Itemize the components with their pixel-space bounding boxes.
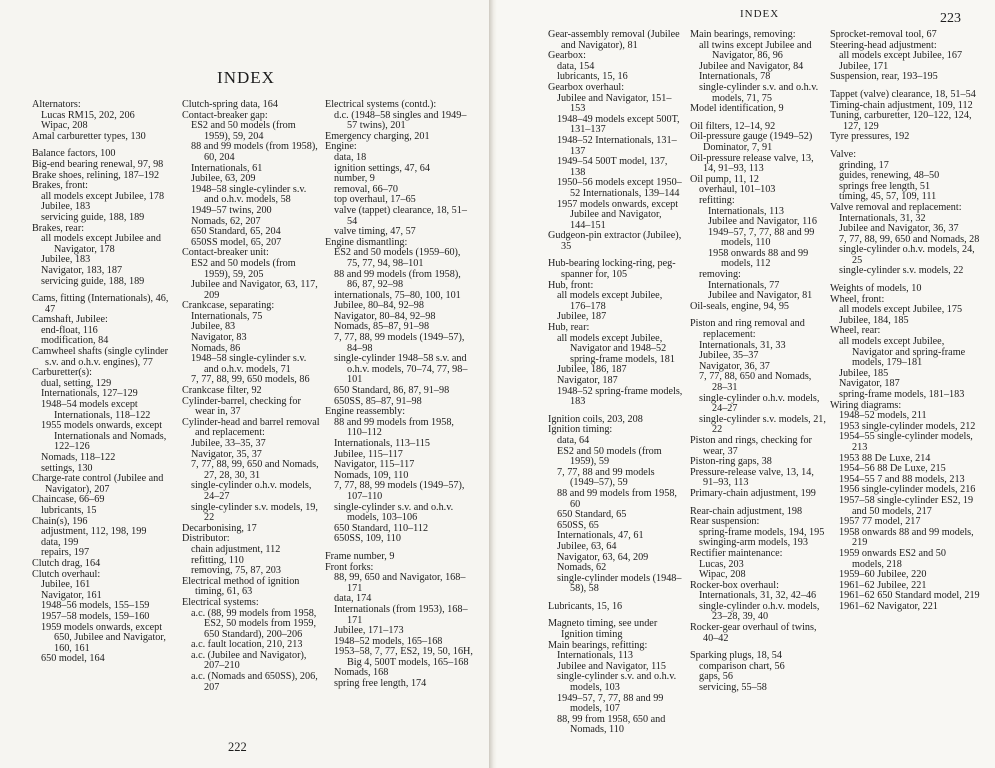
index-subentry: Internationals, 31, 32	[839, 212, 926, 224]
index-subentry: Jubilee and Navigator, 116	[708, 216, 817, 228]
index-subentry: Navigator, 80–84, 92–98	[334, 310, 436, 322]
index-entry: Wheel, rear:	[830, 325, 881, 337]
index-entry: Steering-head adjustment:	[830, 39, 937, 51]
index-entry: Contact-breaker unit:	[182, 247, 269, 259]
index-subentry: Jubilee and Navigator, 81	[708, 290, 813, 302]
index-entry: Clutch overhaul:	[32, 568, 101, 580]
index-subentry: Jubilee, 186, 187	[557, 364, 627, 376]
index-entry: Amal carburetter types, 130	[32, 130, 146, 142]
index-subentry: Jubilee, 184, 185	[839, 314, 909, 326]
index-entry: Oil-seals, engine, 94, 95	[690, 300, 790, 312]
index-subentry: Wipac, 208	[699, 569, 746, 581]
index-subentry: all models except Jubilee, Navigator and 1948–52 spring-frame models, 181	[557, 332, 675, 365]
index-entry: Wiring diagrams:	[830, 399, 902, 411]
index-subentry: Navigator, 83	[191, 332, 247, 344]
index-subentry: Nomads, 62	[557, 562, 607, 574]
index-subentry: Navigator, 161	[41, 589, 102, 601]
index-subentry: 1948–52 spring-frame models, 183	[557, 385, 683, 408]
index-subentry: removing, 75, 87, 203	[191, 565, 281, 577]
index-subentry: single-cylinder o.h.v. models, 23–28, 39, 40	[699, 600, 820, 623]
index-subentry: Jubilee, 63, 64	[557, 540, 617, 552]
index-entry: Oil-pressure gauge (1949–52) Dominator, 7, 91	[690, 131, 813, 153]
index-subentry: chain adjustment, 112	[191, 543, 281, 555]
index-entry: Oil filters, 12–14, 92	[690, 120, 776, 132]
index-entry: Big-end bearing renewal, 97, 98	[32, 158, 164, 170]
page-title: INDEX	[217, 68, 275, 87]
index-subentry: single-cylinder s.v. models, 22	[839, 265, 964, 277]
index-subentry: lubricants, 15, 16	[557, 71, 628, 83]
index-subentry: guides, renewing, 48–50	[839, 170, 940, 182]
index-entry: Carburetter(s):	[32, 367, 92, 379]
index-subentry: 1948–52 Internationals, 131–137	[557, 134, 677, 157]
index-column-6	[830, 30, 980, 720]
index-entry: Cylinder-barrel, checking for wear in, 37	[182, 395, 301, 418]
index-entry: Clutch drag, 164	[32, 557, 101, 569]
index-subentry: servicing guide, 188, 189	[41, 211, 145, 223]
index-subentry: 1959–60 Jubilee, 220	[839, 569, 927, 581]
index-entry: Tappet (valve) clearance, 18, 51–54	[830, 88, 976, 100]
index-subentry: 650 Standard, 65	[557, 509, 627, 521]
index-entry: Sparking plugs, 18, 54	[690, 650, 782, 662]
index-subentry: Internationals, 77	[708, 279, 780, 291]
index-subentry: Internationals, 113–115	[334, 438, 431, 449]
index-subentry: Internationals, 127–129	[41, 388, 138, 400]
index-subentry: data, 174	[334, 593, 372, 605]
index-entry: Camwheel shafts (single cylinder s.v. and o.h.v. engines), 77	[32, 346, 169, 368]
index-subentry: data, 154	[557, 60, 595, 72]
index-subentry: timing, 45, 57, 109, 111	[839, 191, 937, 203]
index-subentry: 88, 99 from 1958, 650 and Nomads, 110	[557, 713, 666, 736]
index-subentry: 1948–58 single-cylinder s.v. and o.h.v. models, 58	[191, 183, 307, 206]
index-subentry: 7, 77, 88 and 99 models (1949–57), 59	[557, 466, 655, 489]
index-entry: Oil pump, 11, 12	[690, 173, 759, 185]
index-entry: Charge-rate control (Jubilee and Navigator), 207	[32, 473, 164, 495]
index-subentry: valve (tappet) clearance, 18, 51–54	[334, 204, 467, 227]
index-subentry: spring-frame models, 181–183	[839, 389, 965, 400]
index-subentry: Jubilee, 83	[191, 321, 236, 333]
index-subentry: Jubilee, 115–117	[334, 448, 403, 460]
page-number-left: 222	[228, 740, 247, 754]
index-subentry: d.c. (1948–58 singles and 1949–57 twins), 201	[334, 109, 467, 132]
index-entry: Model identification, 9	[690, 103, 784, 115]
index-subentry: all models except Jubilee, 167	[839, 50, 963, 62]
index-subentry: Nomads, 62, 207	[191, 215, 261, 227]
index-subentry: Internationals, 113	[557, 650, 634, 662]
index-subentry: internationals, 75–80, 100, 101	[334, 289, 461, 301]
index-subentry: Jubilee and Navigator, 115	[557, 660, 666, 672]
index-subentry: 650 Standard, 86, 87, 91–98	[334, 385, 450, 397]
index-column-3	[325, 100, 475, 720]
index-subentry: data, 18	[334, 151, 367, 163]
index-subentry: single-cylinder s.v. models, 19, 22	[191, 501, 318, 524]
index-subentry: Jubilee, 63, 209	[191, 173, 256, 185]
index-entry: Lubricants, 15, 16	[548, 600, 623, 612]
index-subentry: Wipac, 208	[41, 120, 88, 132]
running-head: INDEX	[740, 8, 780, 20]
index-subentry: 1953 single-cylinder models, 212	[839, 420, 976, 432]
index-entry: Brakes, rear:	[32, 222, 85, 234]
index-subentry: grinding, 17	[839, 159, 889, 171]
index-subentry: 7, 77, 88, 650 and Nomads, 28–31	[699, 371, 812, 393]
index-subentry: data, 199	[41, 536, 79, 548]
index-subentry: 1949–57, 7, 77, 88 and 99 models, 107	[557, 692, 664, 715]
index-subentry: single-cylinder s.v. and o.h.v. models, 103	[557, 671, 677, 694]
index-entry: Wheel, front:	[830, 293, 885, 305]
index-subentry: spring free length, 174	[334, 678, 427, 690]
index-entry: Camshaft, Jubilee:	[32, 314, 108, 326]
index-subentry: all models except Jubilee, Navigator and spring-frame models, 179–181	[839, 336, 966, 369]
index-subentry: 650 Standard, 110–112	[334, 522, 429, 534]
index-subentry: a.c. (Jubilee and Navigator), 207–210	[191, 649, 307, 672]
index-subentry: 1948–54 models except Internationals, 118–122	[41, 399, 151, 421]
index-entry: Hub, front:	[548, 279, 594, 291]
index-subentry: Jubilee and Navigator, 84	[699, 60, 804, 72]
index-subentry: 1954–56 88 De Luxe, 215	[839, 463, 946, 475]
index-subentry: Internationals, 31, 32, 42–46	[699, 590, 817, 602]
index-entry: Electrical systems:	[182, 596, 259, 608]
index-subentry: Jubilee, 33–35, 37	[191, 438, 266, 449]
index-entry: Emergency charging, 201	[325, 130, 430, 142]
index-entry: Electrical systems (contd.):	[325, 99, 437, 110]
index-subentry: 88, 99, 650 and Navigator, 168–171	[334, 572, 466, 594]
index-subentry: 1948–49 models except 500T, 131–137	[557, 113, 680, 136]
index-entry: Crankcase, separating:	[182, 300, 275, 312]
index-subentry: Lucas RM15, 202, 206	[41, 109, 135, 121]
index-subentry: valve timing, 47, 57	[334, 226, 416, 238]
index-entry: Chain(s), 196	[32, 515, 88, 527]
index-entry: Hub, rear:	[548, 322, 590, 334]
left-page	[0, 0, 492, 768]
index-entry: Gearbox overhaul:	[548, 81, 625, 93]
index-subentry: 1959 models onwards, except 650, Jubilee and Navigator, 160, 161	[41, 621, 166, 654]
index-entry: Gudgeon-pin extractor (Jubilee), 35	[548, 230, 682, 252]
index-subentry: Jubilee, 183	[41, 201, 91, 213]
index-subentry: modification, 84	[41, 335, 109, 347]
index-entry: Gear-assembly removal (Jubilee and Navigator), 81	[548, 29, 680, 51]
index-subentry: 88 and 99 models (from 1958), 86, 87, 92–98	[334, 268, 461, 291]
index-subentry: Jubilee and Navigator, 63, 117, 209	[191, 279, 318, 301]
index-subentry: Nomads, 86	[191, 342, 241, 354]
index-entry: Ignition coils, 203, 208	[548, 413, 643, 425]
index-entry: Clutch-spring data, 164	[182, 99, 278, 110]
index-subentry: Jubilee, 183	[41, 254, 91, 266]
index-subentry: single-cylinder s.v. models, 21, 22	[699, 413, 826, 436]
index-subentry: Jubilee, 35–37	[699, 350, 759, 362]
page-number-right: 223	[940, 11, 961, 26]
index-subentry: dual, setting, 129	[41, 377, 112, 389]
index-entry: Ignition timing:	[548, 424, 613, 436]
index-entry: Electrical method of ignition timing, 61, 63	[182, 575, 300, 598]
index-subentry: ES2 and 50 models (from 1959), 59, 205	[191, 257, 296, 280]
index-entry: Pressure-release valve, 13, 14, 91–93, 113	[690, 466, 814, 489]
index-subentry: 1957 77 model, 217	[839, 516, 921, 528]
index-subentry: 7, 77, 88, 99, 650 and Nomads, 27, 28, 30, 31	[191, 459, 319, 481]
index-subentry: Jubilee, 185	[839, 367, 889, 379]
index-subentry: 1949–57 twins, 200	[191, 204, 272, 216]
index-subentry: ES2 and 50 models (from 1959), 59, 204	[191, 120, 296, 142]
index-subentry: Jubilee and Navigator, 151–153	[557, 92, 672, 115]
index-subentry: 650SS, 109, 110	[334, 533, 401, 545]
index-entry: Frame number, 9	[325, 550, 395, 562]
index-subentry: all models except Jubilee, 176–178	[557, 290, 663, 312]
index-entry: Weights of models, 10	[830, 283, 922, 295]
index-subentry: Lucas, 203	[699, 558, 744, 570]
index-subentry: Nomads, 118–122	[41, 452, 116, 463]
index-subentry: Nomads, 168	[334, 667, 389, 679]
index-subentry: Nomads, 109, 110	[334, 469, 409, 481]
index-subentry: all models except Jubilee and Navigator, 178	[41, 233, 161, 255]
index-entry: Tuning, carburetter, 120–122, 124, 127, 129	[830, 110, 972, 132]
index-entry: Main bearings, refitting:	[548, 639, 648, 651]
index-subentry: 1958 onwards 88 and 99 models, 112	[708, 247, 809, 270]
index-subentry: 7, 77, 88, 99 models (1949–57), 84–98	[334, 332, 465, 354]
index-subentry: 650 model, 164	[41, 653, 105, 665]
index-entry: Crankcase filter, 92	[182, 385, 262, 397]
index-entry: Piston-ring gaps, 38	[690, 456, 772, 468]
index-entry: Piston and rings, checking for wear, 37	[690, 434, 812, 457]
index-subentry: 650 Standard, 65, 204	[191, 226, 281, 238]
index-subentry: a.c. fault location, 210, 213	[191, 639, 303, 651]
index-entry: Tyre pressures, 192	[830, 131, 910, 143]
index-subentry: Internationals, 113	[708, 205, 785, 217]
index-subentry: Internationals, 47, 61	[557, 530, 644, 542]
index-subentry: all models except Jubilee, 175	[839, 304, 963, 316]
index-subentry: 7, 77, 88, 99 models (1949–57), 107–110	[334, 480, 465, 502]
index-subentry: 650SS, 65	[557, 519, 599, 531]
index-subentry: data, 64	[557, 434, 590, 446]
index-subentry: 1955 models onwards, except Internationals and Nomads, 122–126	[41, 420, 167, 453]
index-subentry: 1956 single-cylinder models, 216	[839, 484, 976, 496]
index-subentry: Jubilee, 171	[839, 60, 889, 72]
index-entry: Valve:	[830, 148, 857, 160]
index-subentry: Navigator, 187	[839, 378, 900, 390]
index-subentry: a.c. (Nomads and 650SS), 206, 207	[191, 671, 318, 693]
index-subentry: single-cylinder models (1948–58), 58	[557, 572, 682, 595]
index-entry: Engine:	[325, 141, 357, 153]
index-entry: Piston and ring removal and replacement:	[690, 318, 805, 341]
index-entry: Timing-chain adjustment, 109, 112	[830, 99, 973, 111]
index-entry: Cams, fitting (Internationals), 46, 47	[32, 293, 169, 315]
index-entry: Front forks:	[325, 561, 374, 573]
index-subentry: Nomads, 85–87, 91–98	[334, 321, 430, 333]
index-subentry: refitting:	[699, 194, 735, 206]
index-entry: Sprocket-removal tool, 67	[830, 29, 937, 40]
index-subentry: 1954–55 single-cylinder models, 213	[839, 431, 973, 453]
index-entry: Chaincase, 66–69	[32, 494, 105, 506]
index-subentry: settings, 130	[41, 462, 93, 474]
index-subentry: 88 and 99 models from 1958, 110–112	[334, 416, 454, 439]
index-subentry: all models except Jubilee, 178	[41, 190, 165, 202]
book-gutter	[489, 0, 497, 768]
index-subentry: refitting, 110	[191, 554, 244, 566]
index-subentry: 7, 77, 88, 99, 650 and Nomads, 28	[839, 233, 980, 245]
index-subentry: single-cylinder o.h.v. models, 24–27	[699, 392, 820, 415]
index-subentry: a.c. (88, 99 models from 1958, ES2, 50 models from 1959, 650 Standard), 200–206	[191, 607, 317, 640]
index-entry: Rocker-gear overhaul of twins, 40–42	[690, 622, 817, 644]
index-subentry: Internationals (from 1953), 168–171	[334, 603, 468, 626]
index-subentry: Internationals, 78	[699, 71, 771, 83]
index-subentry: 1961–62 Jubilee, 221	[839, 579, 927, 591]
index-entry: Rocker-box overhaul:	[690, 579, 779, 591]
index-entry: Oil-pressure release valve, 13, 14, 91–93, 113	[690, 152, 814, 175]
index-subentry: removal, 66–70	[334, 183, 398, 195]
index-entry: Rectifier maintenance:	[690, 547, 783, 559]
index-subentry: all twins except Jubilee and Navigator, 86, 96	[699, 39, 812, 62]
index-subentry: 1949–57, 7, 77, 88 and 99 models, 110	[708, 226, 815, 249]
index-subentry: comparison chart, 56	[699, 660, 785, 672]
index-subentry: single-cylinder o.h.v. models, 24–27	[191, 480, 312, 502]
index-subentry: 1948–52 models, 165–168	[334, 635, 443, 647]
index-entry: Contact-breaker gap:	[182, 109, 268, 121]
index-subentry: removing:	[699, 269, 741, 281]
index-entry: Decarbonising, 17	[182, 522, 257, 534]
index-entry: Brake shoes, relining, 187–192	[32, 169, 160, 181]
index-subentry: ES2 and 50 models (1959–60), 75, 77, 94, 98–101	[334, 247, 461, 269]
index-subentry: spring-frame models, 194, 195	[699, 526, 825, 538]
index-subentry: 1949–54 500T model, 137, 138	[557, 156, 668, 178]
index-subentry: 1961–62 650 Standard model, 219	[839, 590, 980, 602]
index-subentry: 650SS, 85–87, 91–98	[334, 395, 422, 407]
index-column-2	[182, 100, 322, 712]
index-entry: Brakes, front:	[32, 180, 89, 192]
index-subentry: ignition settings, 47, 64	[334, 162, 430, 174]
index-subentry: 1954–55 7 and 88 models, 213	[839, 473, 965, 485]
index-subentry: ES2 and 50 models (from 1959), 59	[557, 445, 662, 468]
index-subentry: 1948–58 single-cylinder s.v. and o.h.v. models, 71	[191, 353, 307, 375]
index-subentry: Jubilee, 171–173	[334, 625, 404, 637]
index-subentry: 1957 models onwards, except Jubilee and Navigator, 144–151	[557, 198, 679, 231]
index-subentry: Navigator, 35, 37	[191, 448, 262, 460]
index-subentry: Navigator, 115–117	[334, 459, 415, 471]
index-subentry: 1948–52 models, 211	[839, 410, 927, 422]
index-entry: Rear-chain adjustment, 198	[690, 505, 803, 517]
index-subentry: swinging-arm models, 193	[699, 537, 808, 549]
index-subentry: 1961–62 Navigator, 221	[839, 600, 938, 612]
index-subentry: Jubilee, 187	[557, 311, 607, 323]
index-subentry: adjustment, 112, 198, 199	[41, 526, 147, 538]
index-subentry: gaps, 56	[699, 671, 733, 683]
index-subentry: single-cylinder 1948–58 s.v. and o.h.v. models, 70–74, 77, 98–101	[334, 353, 468, 386]
index-entry: Balance factors, 100	[32, 148, 116, 160]
index-entry: Magneto timing, see under Ignition timing	[548, 618, 658, 641]
index-subentry: end-float, 116	[41, 324, 98, 336]
index-subentry: Internationals, 31, 33	[699, 339, 786, 351]
index-subentry: 1953–58, 7, 77, ES2, 19, 50, 16H, Big 4, 500T models, 165–168	[334, 646, 473, 668]
index-entry: Valve removal and replacement:	[830, 201, 962, 213]
index-subentry: Internationals, 75	[191, 310, 263, 322]
index-subentry: single-cylinder s.v. and o.h.v. models, 71, 75	[699, 81, 819, 104]
index-subentry: single-cylinder o.h.v. models, 24, 25	[839, 244, 975, 266]
index-subentry: 1950–56 models except 1950–52 Internationals, 139–144	[557, 177, 682, 199]
index-subentry: 1953 88 De Luxe, 214	[839, 452, 931, 464]
index-entry: Main bearings, removing:	[690, 29, 796, 40]
index-subentry: Jubilee and Navigator, 36, 37	[839, 223, 959, 235]
index-subentry: Jubilee, 80–84, 92–98	[334, 300, 424, 312]
index-column-4	[548, 29, 684, 736]
index-subentry: single-cylinder s.v. and o.h.v. models, 103–106	[334, 501, 454, 524]
index-subentry: overhaul, 101–103	[699, 184, 776, 196]
index-subentry: 88 and 99 models (from 1958), 60, 204	[191, 141, 318, 163]
index-subentry: servicing guide, 188, 189	[41, 275, 145, 287]
index-column-1	[32, 100, 177, 712]
index-subentry: Navigator, 63, 64, 209	[557, 551, 649, 563]
index-column-5	[690, 30, 826, 720]
index-subentry: top overhaul, 17–65	[334, 194, 416, 206]
index-subentry: 7, 77, 88, 99, 650 models, 86	[191, 374, 310, 386]
index-entry: Primary-chain adjustment, 199	[690, 487, 816, 499]
index-entry: Hub-bearing locking-ring, peg-spanner for, 105	[548, 258, 676, 281]
index-subentry: Navigator, 187	[557, 375, 618, 386]
index-entry: Alternators:	[32, 99, 81, 110]
index-subentry: Navigator, 36, 37	[699, 360, 770, 372]
index-entry: Suspension, rear, 193–195	[830, 71, 938, 83]
index-subentry: 88 and 99 models from 1958, 60	[557, 487, 677, 510]
index-subentry: 1958 onwards 88 and 99 models, 219	[839, 526, 974, 549]
index-subentry: number, 9	[334, 173, 375, 185]
index-subentry: 1948–56 models, 155–159	[41, 600, 150, 612]
index-entry: Rear suspension:	[690, 516, 760, 528]
index-entry: Engine reassembly:	[325, 406, 406, 418]
index-subentry: Jubilee, 161	[41, 579, 91, 591]
index-entry: Distributor:	[182, 533, 230, 545]
index-subentry: servicing, 55–58	[699, 682, 767, 694]
index-subentry: repairs, 197	[41, 547, 90, 559]
index-subentry: 650SS model, 65, 207	[191, 236, 282, 248]
index-subentry: springs free length, 51	[839, 180, 931, 192]
index-entry: Cylinder-head and barrel removal and replacement:	[182, 416, 320, 439]
index-subentry: 1959 onwards ES2 and 50 models, 218	[839, 547, 946, 570]
index-subentry: 1957–58 single-cylinder ES2, 19 and 50 models, 217	[839, 494, 974, 517]
index-subentry: 1957–58 models, 159–160	[41, 610, 150, 622]
index-subentry: Internationals, 61	[191, 162, 263, 174]
index-entry: Engine dismantling:	[325, 236, 408, 248]
index-subentry: lubricants, 15	[41, 504, 97, 516]
index-subentry: Navigator, 183, 187	[41, 264, 123, 276]
index-entry: Gearbox:	[548, 50, 586, 62]
